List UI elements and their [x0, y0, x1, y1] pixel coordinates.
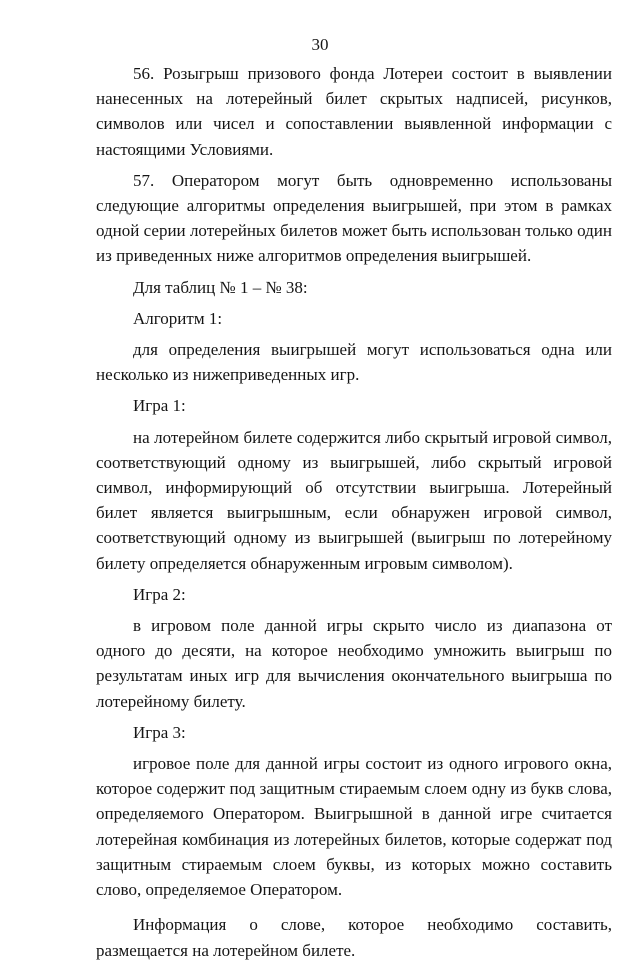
algorithm-1-heading: Алгоритм 1:	[133, 308, 223, 328]
paragraph-57: 57. Оператором могут быть одновременно использованы следующие алгоритмы определения выигрышей, при этом в рамках одной серии лотерейных билетов может быть использован только один из приведенных ниже алгоритмов определения выигрышей.	[96, 170, 612, 266]
algorithm-1-text: для определения выигрышей могут использоваться одна или несколько из нижеприведенных игр.	[96, 340, 612, 385]
tables-heading: Для таблиц № 1 – № 38:	[133, 277, 308, 297]
game-3-text: игровое поле для данной игры состоит из одного игрового окна, которое содержит под защитным стираемым слоем одну из букв слова, определяемого Оператором. Выигрышной в данной игре считается лотерейная комбинация из лотерейных билетов, которые содержат под защитным стираемым слоем буквы, из которых можно составить слово, определяемое Оператором.	[96, 754, 612, 900]
game-2-heading: Игра 2:	[133, 584, 186, 604]
word-info-text: Информация о слове, которое необходимо составить, размещается на лотерейном билете.	[96, 915, 612, 960]
paragraph-56: 56. Розыгрыш призового фонда Лотереи состоит в выявлении нанесенных на лотерейный билет скрытых надписей, рисунков, символов или чисел и сопоставлении выявленной информации с настоящими Условиями.	[96, 64, 612, 159]
game-1-heading: Игра 1:	[133, 396, 186, 416]
page-number: 30	[311, 35, 329, 54]
game-2-text: в игровом поле данной игры скрыто число из диапазона от одного до десяти, на которое необходимо умножить выигрыш по результатам иных игр для вычисления окончательного выигрыша по лотерейному билету.	[96, 616, 612, 711]
game-3-heading: Игра 3:	[133, 722, 186, 742]
game-1-text: на лотерейном билете содержится либо скрытый игровой символ, соответствующий одному из выигрышей, либо скрытый игровой символ, информирующий об отсутствии выигрыша. Лотерейный билет является выигрышным, если обнаружен игровой символ, соответствующий одному из выигрышей (выигрыш по лотерейному билету определяется обнаруженным игровым символом).	[96, 427, 612, 573]
document-body	[96, 61, 612, 963]
